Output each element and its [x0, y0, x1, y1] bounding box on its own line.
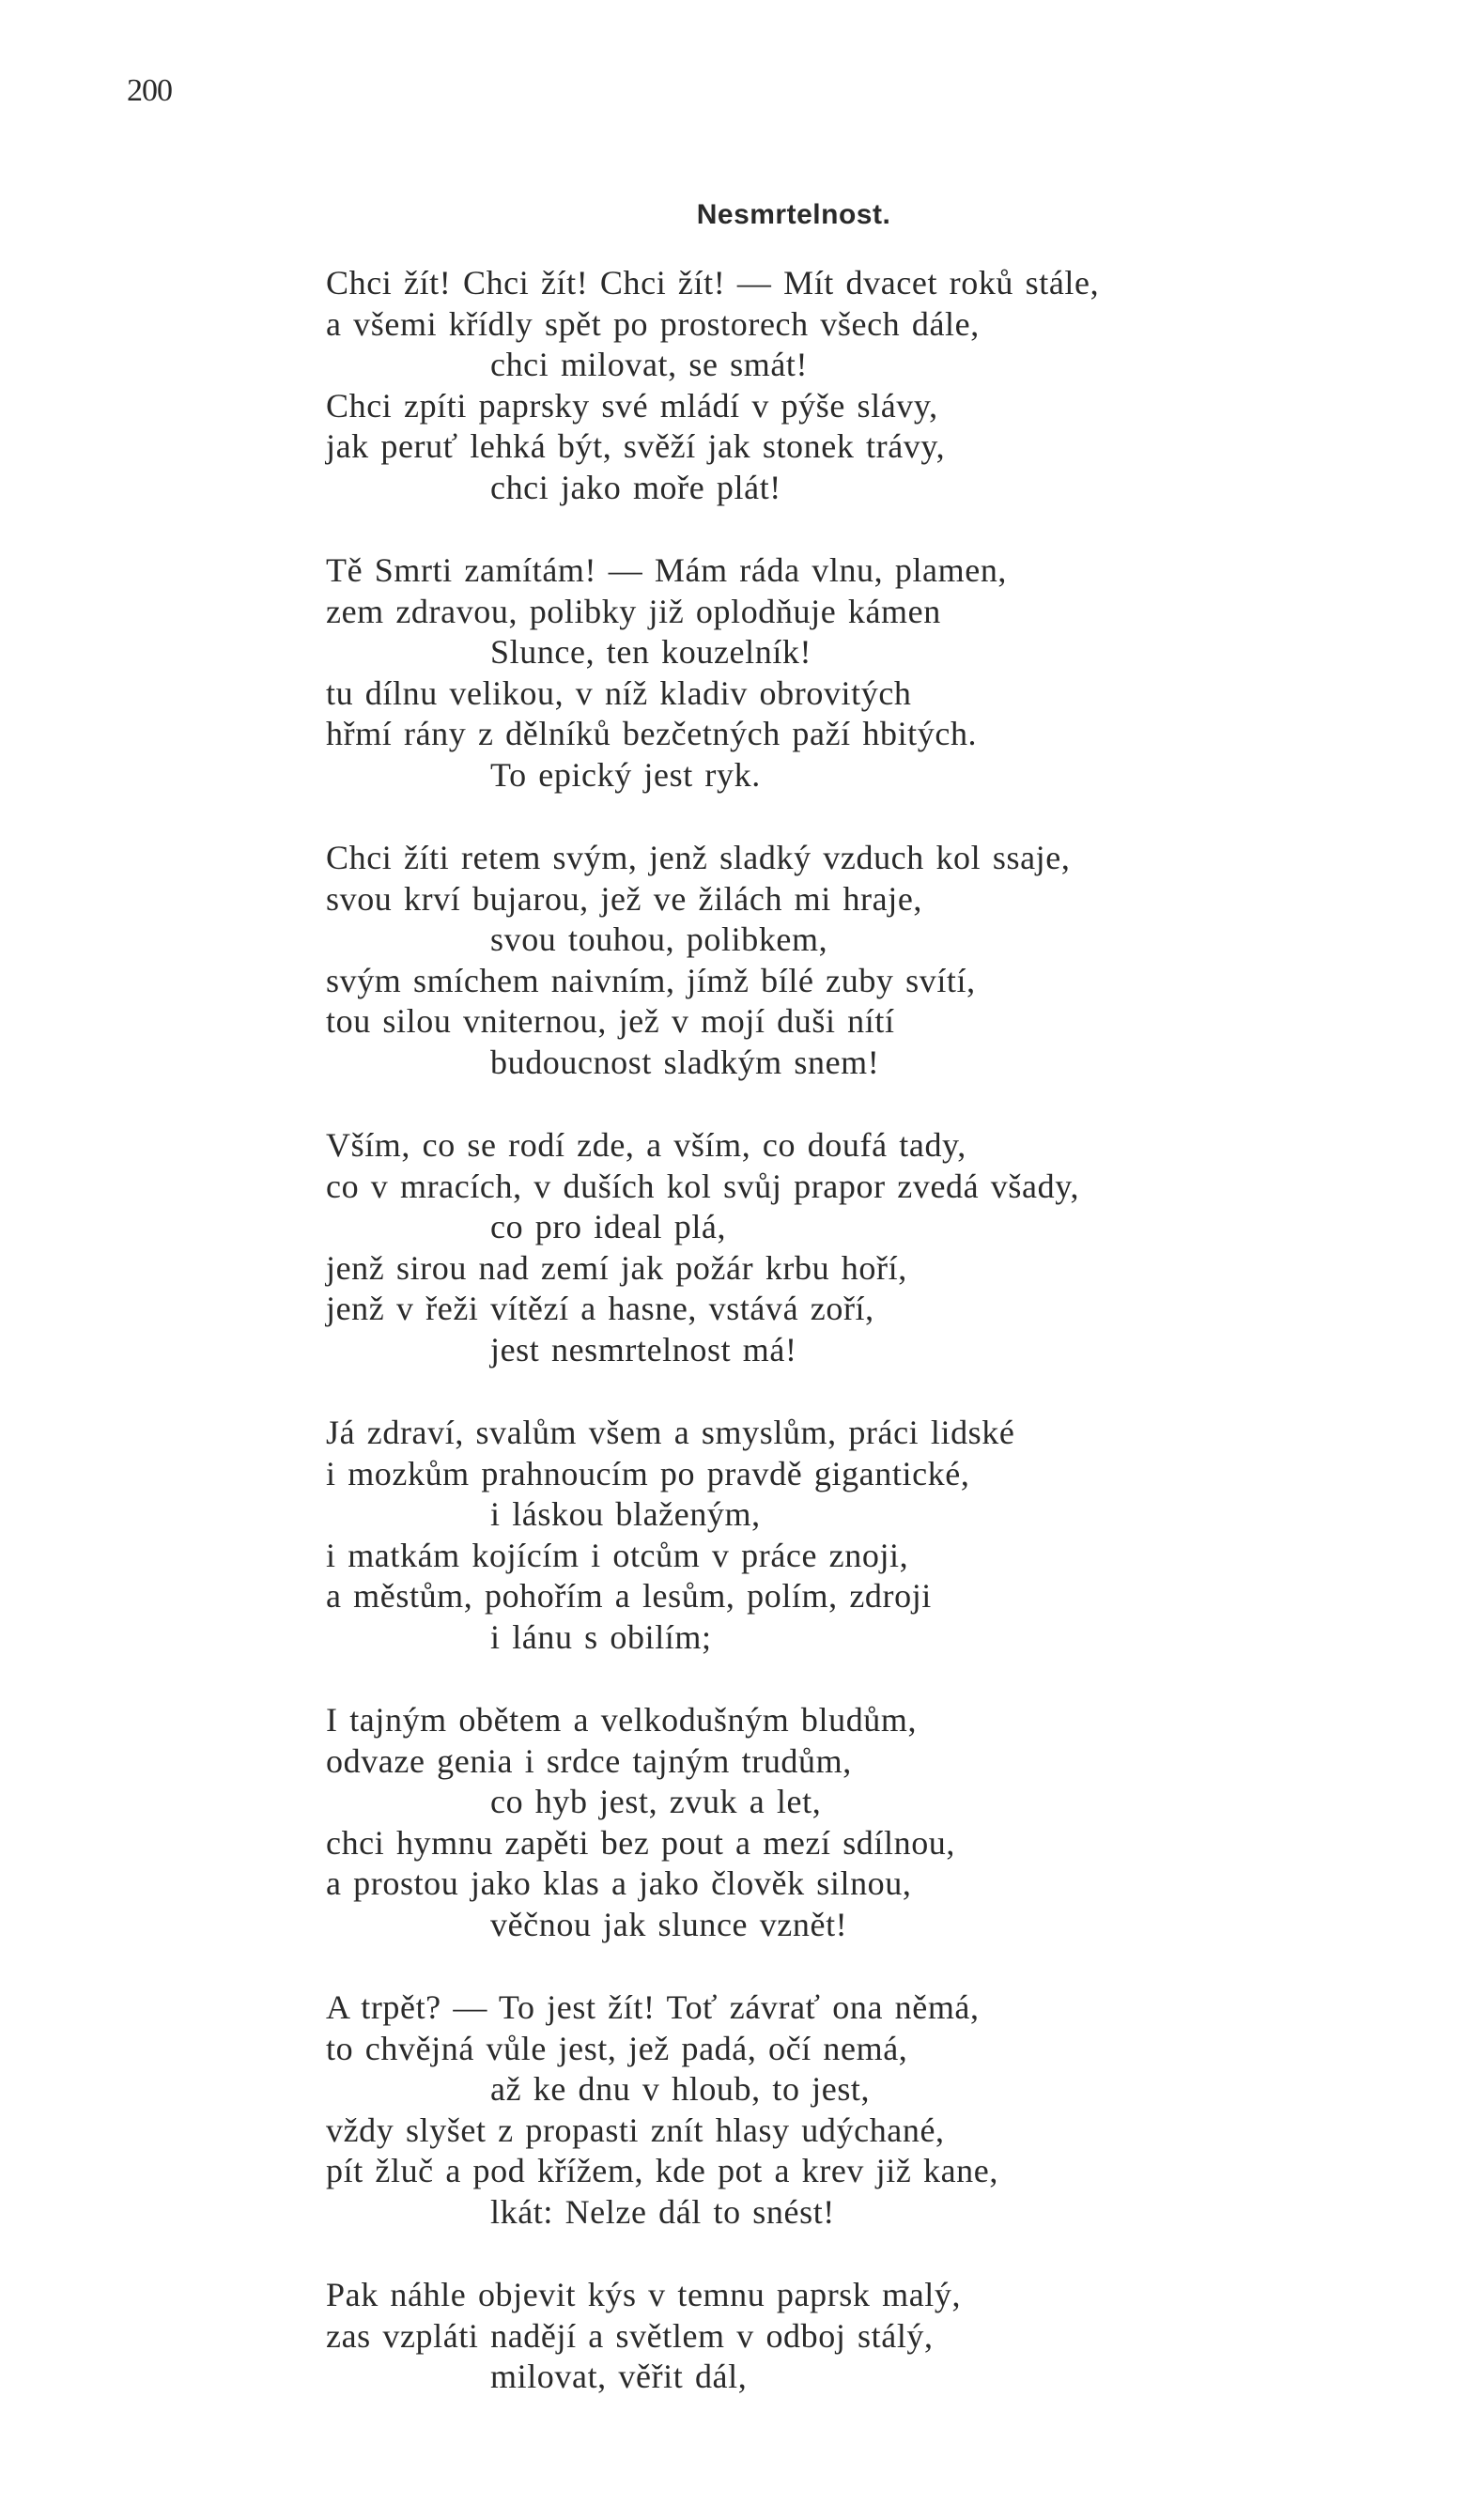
poem-line: I tajným obětem a velkodušným bludům,	[326, 1701, 918, 1739]
poem-line: zas vzpláti nadějí a světlem v odboj stálý,	[326, 2316, 934, 2355]
poem-line: chci milovat, se smát!	[490, 346, 809, 383]
poem-line: Chci zpíti paprsky své mládí v pýše slávy,	[326, 386, 938, 425]
poem-line: i matkám kojícím i otcům v práce znoji,	[326, 1536, 909, 1574]
poem-line: až ke dnu v hloub, to jest,	[490, 2070, 871, 2108]
poem-line: chci hymnu zapěti bez pout a mezí sdílnou,	[326, 1823, 956, 1862]
poem-line: to chvějná vůle jest, jež padá, očí nemá,	[326, 2029, 908, 2067]
stanza	[326, 1125, 1406, 1370]
page-number: 200	[127, 73, 172, 108]
poem-line: Chci žíti retem svým, jenž sladký vzduch kol ssaje,	[326, 839, 1071, 876]
poem-line: tu dílnu velikou, v níž kladiv obrovitých	[326, 673, 912, 712]
poem-line: a všemi křídly spět po prostorech všech dále,	[326, 304, 980, 343]
poem-line: co v mracích, v duších kol svůj prapor zvedá všady,	[326, 1167, 1080, 1205]
poem-line: i mozkům prahnoucím po pravdě gigantické,	[326, 1454, 970, 1492]
stanza	[326, 2275, 1406, 2398]
poem-line: co pro ideal plá,	[490, 1208, 727, 1245]
poem-line: jest nesmrtelnost má!	[490, 1330, 797, 1368]
poem-line: jenž v řeži vítězí a hasne, vstává zoří,	[326, 1290, 874, 1327]
poem-line: hřmí rány z dělníků bezčetných paží hbitých.	[326, 715, 978, 752]
poem-line: Slunce, ten kouzelník!	[490, 633, 812, 671]
poem-line: jak peruť lehká být, svěží jak stonek trávy,	[326, 427, 946, 465]
poem-line: Chci žít! Chci žít! Chci žít! — Mít dvacet roků stále,	[326, 264, 1100, 302]
poem-line: co hyb jest, zvuk a let,	[490, 1783, 822, 1820]
poem-line: i láskou blaženým,	[490, 1495, 761, 1533]
poem-line: svým smíchem naivním, jímž bílé zuby svítí,	[326, 961, 976, 999]
poem-line: vždy slyšet z propasti znít hlasy udýchané,	[326, 2111, 945, 2149]
poem-line: milovat, věřit dál,	[490, 2358, 748, 2395]
stanza	[326, 1987, 1406, 2233]
poem-line: Tě Smrti zamítám! — Mám ráda vlnu, plamen,	[326, 551, 1008, 589]
poem-line: lkát: Nelze dál to snést!	[490, 2192, 835, 2231]
stanza	[326, 550, 1406, 796]
poem-line: jenž sirou nad zemí jak požár krbu hoří,	[326, 1248, 907, 1287]
poem-line: věčnou jak slunce vznět!	[490, 1905, 848, 1943]
poem-line: tou silou vniternou, jež v mojí duši nítí	[326, 1002, 895, 1040]
poem-line: a městům, pohořím a lesům, polím, zdroji	[326, 1577, 932, 1615]
stanza	[326, 838, 1406, 1083]
poem-line: svou touhou, polibkem,	[490, 920, 828, 958]
poem-line: A trpět? — To jest žít! Toť závrať ona němá,	[326, 1988, 980, 2026]
stanza	[326, 263, 1406, 508]
poem-line: chci jako moře plát!	[490, 468, 781, 506]
poem-line: To epický jest ryk.	[490, 755, 761, 794]
stanza	[326, 1700, 1406, 1945]
stanza	[326, 1413, 1406, 1658]
poem-line: svou krví bujarou, jež ve žilách mi hraje,	[326, 879, 922, 918]
poem-title: Nesmrtelnost.	[696, 199, 891, 230]
poem-line: a prostou jako klas a jako člověk silnou,	[326, 1864, 912, 1902]
poem-body	[326, 263, 1406, 2440]
poem-line: Já zdraví, svalům všem a smyslům, práci lidské	[326, 1414, 1015, 1451]
poem-line: odvaze genia i srdce tajným trudům,	[326, 1741, 852, 1780]
poem-line: i lánu s obilím;	[490, 1617, 712, 1656]
poem-line: zem zdravou, polibky již oplodňuje kámen	[326, 592, 941, 630]
poem-line: Vším, co se rodí zde, a vším, co doufá tady,	[326, 1126, 966, 1164]
poem-line: pít žluč a pod křížem, kde pot a krev již kane,	[326, 2152, 998, 2189]
poem-line: budoucnost sladkým snem!	[490, 1043, 880, 1081]
poem-line: Pak náhle objevit kýs v temnu paprsk malý,	[326, 2276, 962, 2313]
